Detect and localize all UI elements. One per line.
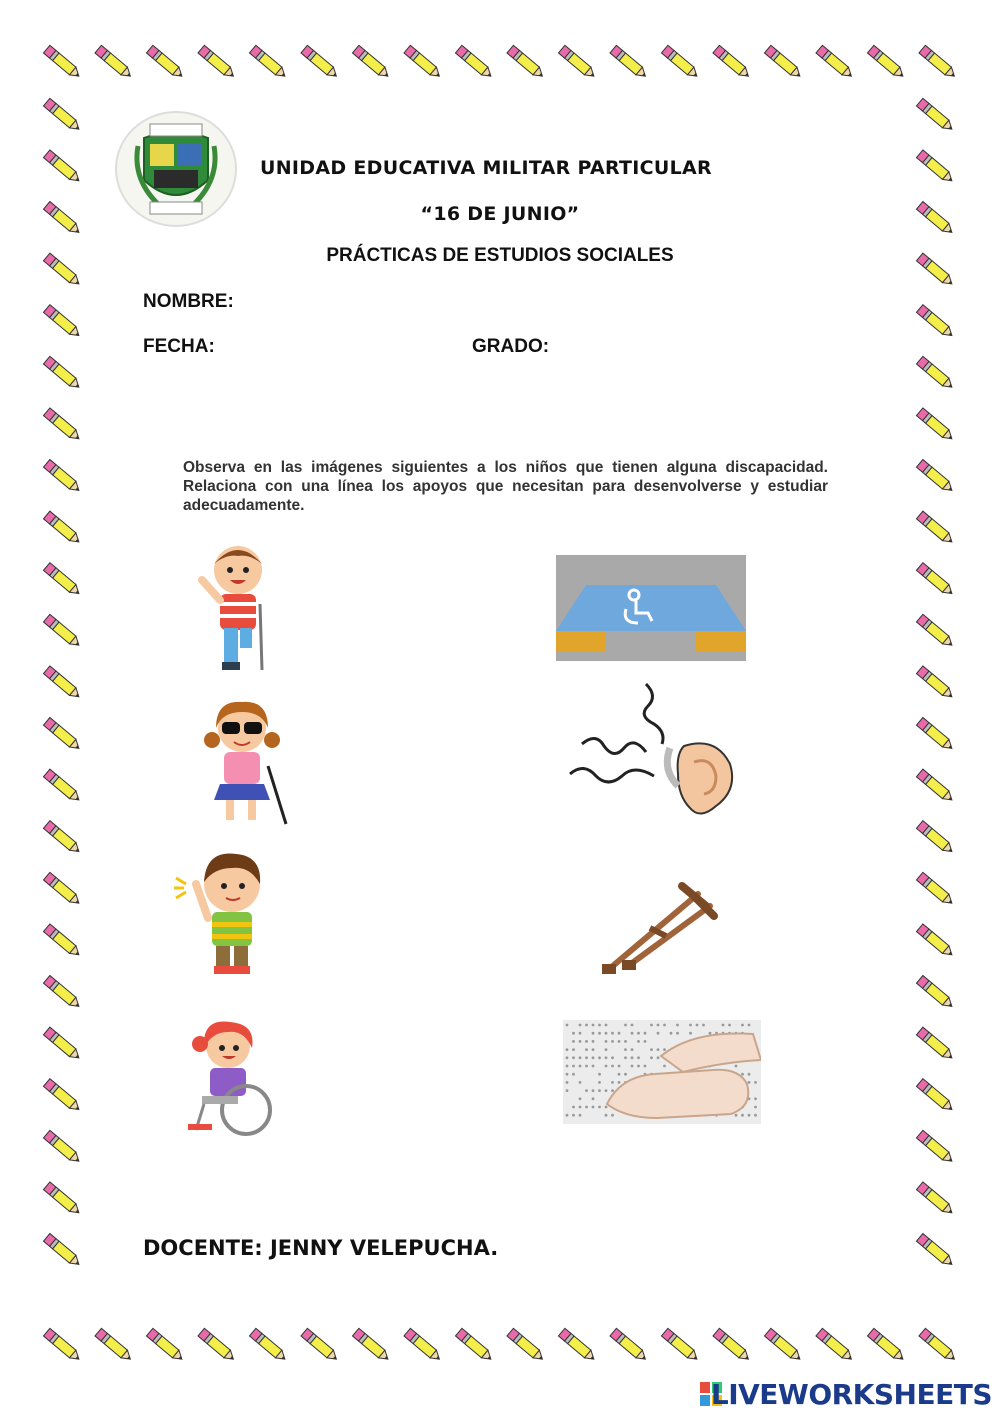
pencil-icon [610,45,649,80]
pencil-icon [661,45,700,80]
school-name: “16 DE JUNIO” [420,203,580,225]
pencil-icon [916,614,955,649]
pencil-icon [507,1328,546,1363]
pencil-icon [43,511,82,546]
pencil-icon [43,305,82,340]
pencil-icon [301,1328,340,1363]
pencil-icon [146,1328,185,1363]
pencil-icon [919,45,958,80]
pencil-icon [43,718,82,753]
grado-label: GRADO: [472,336,550,357]
instructions: Observa en las imágenes siguientes a los niños que tienen alguna discapacidad. Relaciona con una línea los apoyos que necesitan para desenvolverse y estudiar adecuadamente. [183,459,828,514]
pencil-icon [43,1130,82,1165]
pencil-icon [43,1328,82,1363]
pencil-icon [916,1027,955,1062]
crutches-icon[interactable] [598,880,718,980]
pencil-icon [661,1328,700,1363]
child-crutch-icon[interactable] [190,540,290,680]
pencil-icon [919,1328,958,1363]
pencil-icon [916,1079,955,1114]
pencil-icon [916,356,955,391]
pencil-icon [43,408,82,443]
pencil-icon [43,666,82,701]
school-title: UNIDAD EDUCATIVA MILITAR PARTICULAR [260,157,712,179]
pencil-icon [198,45,237,80]
pencil-icon [764,45,803,80]
child-wheelchair-icon[interactable] [182,1018,278,1144]
pencil-icon [916,872,955,907]
pencil-icon [764,1328,803,1363]
pencil-icon [455,45,494,80]
pencil-icon [507,45,546,80]
pencil-icon [249,1328,288,1363]
pencil-icon [301,45,340,80]
pencil-icon [610,1328,649,1363]
pencil-icon [916,305,955,340]
pencil-icon [916,666,955,701]
pencil-icon [916,769,955,804]
pencil-icon [816,1328,855,1363]
pencil-icon [916,821,955,856]
pencil-icon [43,98,82,133]
liveworksheets-brand: LIVEWORKSHEETS [710,1378,992,1411]
pencil-icon [916,1234,955,1269]
child-blind-icon[interactable] [196,700,296,830]
pencil-icon [43,563,82,598]
ramp-icon[interactable] [556,555,746,661]
pencil-icon [43,1027,82,1062]
pencil-icon [43,1079,82,1114]
pencil-icon [916,1130,955,1165]
pencil-icon [352,1328,391,1363]
pencil-icon [558,45,597,80]
pencil-icon [43,460,82,495]
pencil-icon [916,1182,955,1217]
teacher-name: DOCENTE: JENNY VELEPUCHA. [143,1236,499,1260]
subject-title: PRÁCTICAS DE ESTUDIOS SOCIALES [326,245,674,266]
pencil-icon [95,45,134,80]
pencil-icon [198,1328,237,1363]
pencil-icon [713,1328,752,1363]
pencil-icon [43,45,82,80]
pencil-icon [916,460,955,495]
pencil-icon [146,45,185,80]
pencil-icon [816,45,855,80]
pencil-icon [43,872,82,907]
child-deaf-icon[interactable] [170,848,290,978]
pencil-icon [43,821,82,856]
pencil-icon [249,45,288,80]
nombre-label: NOMBRE: [143,291,234,312]
pencil-icon [43,924,82,959]
pencil-icon [713,45,752,80]
pencil-icon [916,98,955,133]
pencil-icon [867,45,906,80]
pencil-icon [43,976,82,1011]
pencil-icon [867,1328,906,1363]
pencil-icon [916,408,955,443]
pencil-icon [43,1234,82,1269]
pencil-icon [352,45,391,80]
pencil-icon [43,614,82,649]
pencil-icon [43,769,82,804]
pencil-icon [916,563,955,598]
pencil-icon [916,718,955,753]
pencil-icon [95,1328,134,1363]
pencil-icon [916,924,955,959]
pencil-icon [404,1328,443,1363]
pencil-icon [43,356,82,391]
pencil-icon [916,511,955,546]
pencil-icon [916,150,955,185]
braille-icon[interactable] [563,1020,761,1124]
fecha-label: FECHA: [143,336,215,357]
hearing-aid-icon[interactable] [566,678,746,830]
pencil-icon [43,150,82,185]
pencil-icon [43,1182,82,1217]
pencil-icon [558,1328,597,1363]
pencil-icon [404,45,443,80]
pencil-icon [455,1328,494,1363]
pencil-icon [916,976,955,1011]
